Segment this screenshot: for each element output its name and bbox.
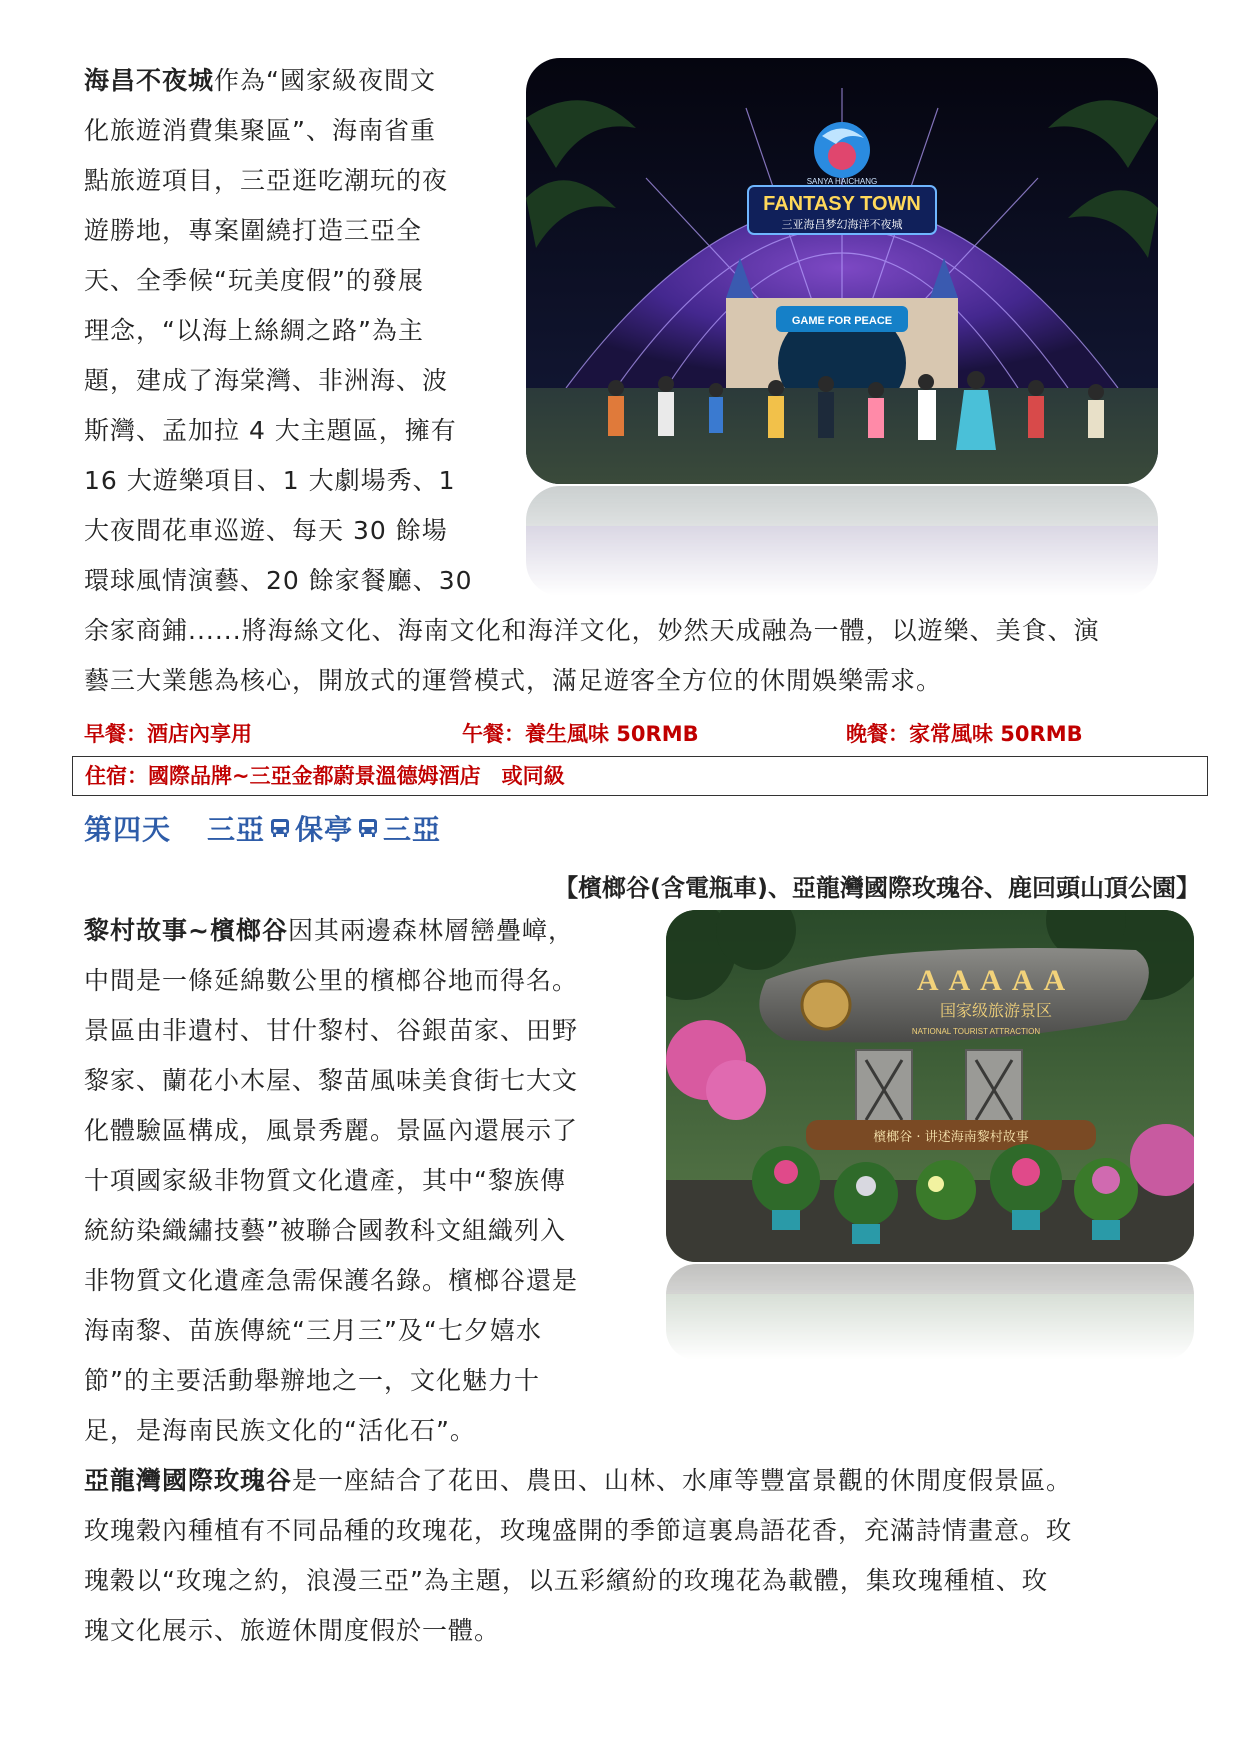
text-line: 作為“國家級夜間文: [214, 66, 436, 95]
bus-icon: [357, 818, 379, 838]
text-line: 十項國家級非物質文化遺產，其中“黎族傳: [84, 1166, 566, 1195]
attractions-list: 【檳榔谷(含電瓶車)、亞龍灣國際玫瑰谷、鹿回頭山頂公園】: [554, 874, 1200, 902]
photo-reflection: [526, 486, 1158, 596]
day-via: 保亭: [295, 813, 354, 846]
text-line: 遊勝地，專案圍繞打造三亞全: [84, 216, 423, 245]
text-line: 化旅遊消費集聚區”、海南省重: [84, 116, 436, 145]
rose-valley-paragraph: [84, 1456, 1072, 1656]
text-line: 足，是海南民族文化的“活化石”。: [84, 1416, 476, 1445]
rose-valley-highlight: 亞龍灣國際玫瑰谷: [84, 1466, 293, 1495]
bus-icon: [269, 818, 291, 838]
text-line: 大夜間花車巡遊、每天 30 餘場: [84, 516, 448, 545]
sign-small-text: SANYA HAICHANG: [806, 177, 878, 186]
text-line: 海南黎、苗族傳統“三月三”及“七夕嬉水: [84, 1316, 542, 1345]
sign-cn-text: 三亚海昌梦幻海洋不夜城: [781, 218, 903, 231]
lodging-info: 住宿：國際品牌~三亞金都蔚景溫德姆酒店 或同級: [85, 764, 565, 788]
text-line: 非物質文化遺產急需保護名錄。檳榔谷還是: [84, 1266, 579, 1295]
aaaaa-stars: AAAAA: [916, 964, 1076, 997]
text-line: 中間是一條延綿數公里的檳榔谷地而得名。: [84, 966, 579, 995]
text-line: 理念，“以海上絲綢之路”為主: [84, 316, 424, 345]
text-line: 余家商鋪......將海絲文化、海南文化和海洋文化，妙然天成融為一體，以遊樂、美食、演: [84, 616, 1100, 645]
binlang-valley-photo: [666, 910, 1194, 1262]
text-line: 藝三大業態為核心，開放式的運營模式，滿足遊客全方位的休閒娛樂需求。: [84, 666, 943, 695]
text-line: 環球風情演藝、20 餘家餐廳、30: [84, 566, 473, 595]
text-line: 點旅遊項目，三亞逛吃潮玩的夜: [84, 166, 449, 195]
fantasy-town-sign: FANTASY TOWN: [763, 193, 921, 215]
national-scenic-text: 国家级旅游景区: [939, 1001, 1053, 1020]
text-line: 天、全季候“玩美度假”的發展: [84, 266, 424, 295]
text-line: 瑰穀以“玫瑰之約，浪漫三亞”為主題，以五彩繽紛的玫瑰花為載體，集玫瑰種植、玫: [84, 1566, 1048, 1595]
text-line: 節”的主要活動舉辦地之一，文化魅力十: [84, 1366, 540, 1395]
lunch-info: 午餐：養生風味 50RMB: [462, 722, 699, 746]
text-line: 瑰文化展示、旅遊休閒度假於一體。: [84, 1616, 501, 1645]
text-line: 化體驗區構成，風景秀麗。景區內還展示了: [84, 1116, 579, 1145]
text-line: 景區由非遺村、甘什黎村、谷銀苗家、田野: [84, 1016, 579, 1045]
fantasy-town-photo: [526, 58, 1158, 484]
text-line: 題，建成了海棠灣、非洲海、波: [84, 366, 449, 395]
national-attraction-en: NATIONAL TOURIST ATTRACTION: [911, 1027, 1041, 1036]
intro-highlight: 海昌不夜城: [84, 66, 215, 95]
text-line: 統紡染織繡技藝”被聯合國教科文組織列入: [84, 1216, 566, 1245]
photo-reflection: [666, 1264, 1194, 1360]
gate-sign-text: GAME FOR PEACE: [791, 315, 893, 327]
binlang-highlight: 黎村故事~檳榔谷: [84, 916, 288, 945]
dinner-info: 晚餐：家常風味 50RMB: [846, 722, 1083, 746]
breakfast-info: 早餐：酒店內享用: [84, 722, 252, 746]
day-to: 三亞: [383, 813, 442, 846]
day-heading: [84, 808, 441, 848]
binlang-paragraph: [84, 906, 578, 1456]
text-line: 斯灣、孟加拉 4 大主題區，擁有: [84, 416, 457, 445]
text-line: 因其兩邊森林層巒疊嶂，: [287, 916, 574, 945]
wood-sign-text: 檳榔谷 · 讲述海南黎村故事: [873, 1130, 1029, 1145]
text-line: 16 大遊樂項目、1 大劇場秀、1: [84, 466, 456, 495]
text-line: 是一座結合了花田、農田、山林、水庫等豐富景觀的休閒度假景區。: [292, 1466, 1073, 1495]
text-line: 玫瑰穀內種植有不同品種的玫瑰花，玫瑰盛開的季節這裏鳥語花香，充滿詩情畫意。玫: [84, 1516, 1073, 1545]
lodging-box: [72, 756, 1208, 796]
day-from: 三亞: [207, 813, 266, 846]
day-label: 第四天: [84, 813, 172, 846]
text-line: 黎家、蘭花小木屋、黎苗風味美食街七大文: [84, 1066, 579, 1095]
